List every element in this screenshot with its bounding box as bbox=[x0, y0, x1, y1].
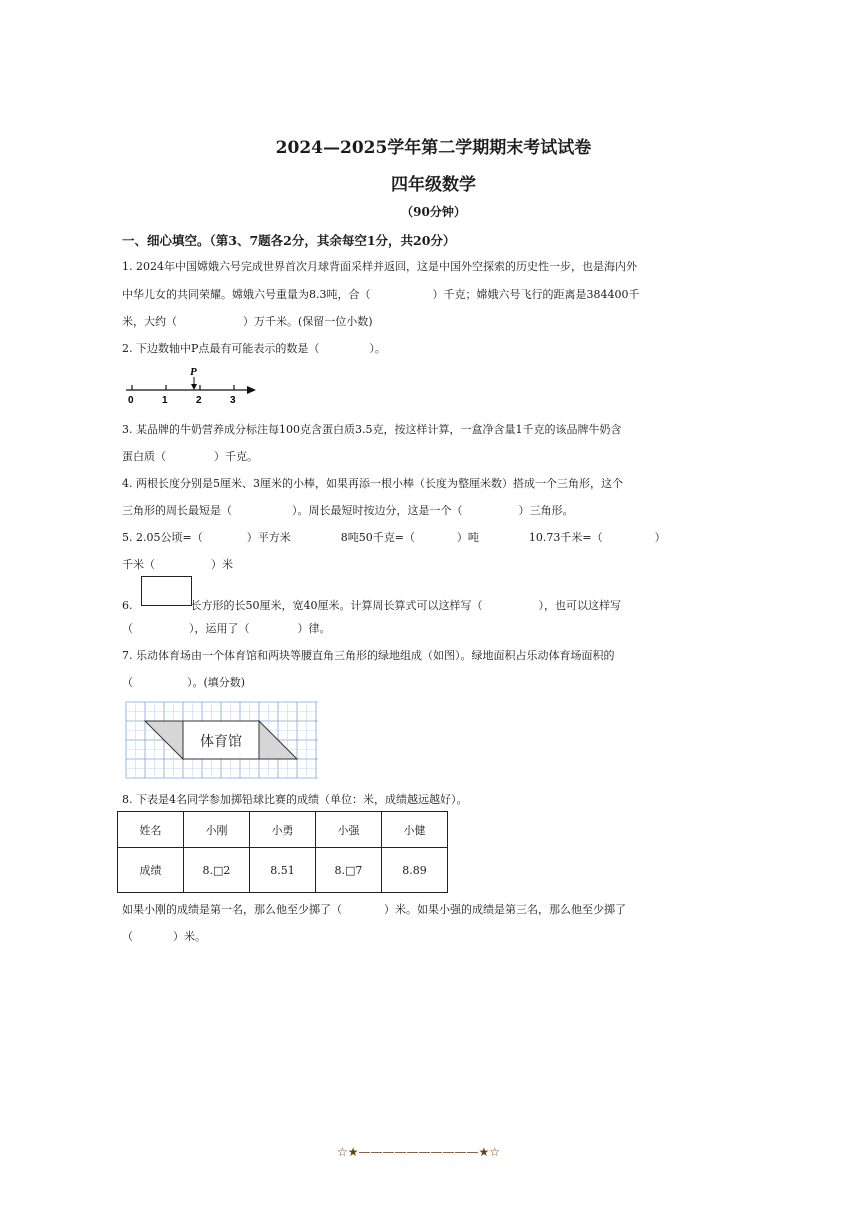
table-header-cell: 小刚 bbox=[184, 812, 250, 848]
table-header-cell: 小健 bbox=[382, 812, 448, 848]
table-row bbox=[118, 848, 448, 893]
point-p-label: P bbox=[190, 366, 197, 378]
table-header-cell: 小勇 bbox=[250, 812, 316, 848]
q8-line1: 如果小刚的成绩是第一名，那么他至少掷了（ ）米。如果小强的成绩是第三名，那么他至少掷了 bbox=[122, 903, 626, 916]
q8-intro: 8. 下表是4名同学参加掷铅球比赛的成绩（单位：米，成绩越远越好）。 bbox=[122, 793, 468, 806]
tick-label-3: 3 bbox=[230, 395, 236, 406]
q6-line1: 6. 长方形的长50厘米，宽40厘米。计算周长算式可以这样写（ ），也可以这样写 bbox=[122, 599, 621, 612]
exam-title: 2024—2025学年第二学期期末考试试卷 bbox=[275, 138, 592, 158]
q5-line1: 5. 2.05公顷=（ ）平方米 8吨50千克=（ ）吨 10.73千米=（ ） bbox=[122, 531, 666, 544]
q4-line1: 4. 两根长度分别是5厘米、3厘米的小棒，如果再添一根小棒（长度为整厘米数）搭成一个三角形，这个 bbox=[122, 477, 623, 490]
exam-subject: 四年级数学 bbox=[391, 175, 476, 195]
q7-line1: 7. 乐动体育场由一个体育馆和两块等腰直角三角形的绿地组成（如图）。绿地面积占乐动体育场面积的 bbox=[122, 649, 615, 662]
q8-line2: （ ）米。 bbox=[122, 930, 206, 943]
footer-decoration: ☆★——————————★☆ bbox=[337, 1145, 501, 1159]
q5-line2: 千米（ ）米 bbox=[122, 558, 233, 571]
table-header-cell: 姓名 bbox=[118, 812, 184, 848]
q1-line2: 中华儿女的共同荣耀。嫦娥六号重量为8.3吨，合（ ）千克；嫦娥六号飞行的距离是384400千 bbox=[122, 288, 640, 301]
table-cell: 8.□2 bbox=[184, 848, 250, 893]
q2-text: 2. 下边数轴中P点最有可能表示的数是（ ）。 bbox=[122, 342, 386, 355]
exam-duration: （90分钟） bbox=[401, 205, 466, 219]
tick-label-2: 2 bbox=[196, 395, 202, 406]
q4-line2: 三角形的周长最短是（ ）。周长最短时按边分，这是一个（ ）三角形。 bbox=[122, 504, 574, 517]
q6-line2: （ ），运用了（ ）律。 bbox=[122, 622, 331, 635]
table-cell: 8.89 bbox=[382, 848, 448, 893]
q1-line1: 1. 2024年中国嫦娥六号完成世界首次月球背面采样并返回，这是中国外空探索的历史性一步，也是海内外 bbox=[122, 260, 637, 273]
stadium-grid-figure bbox=[124, 700, 320, 780]
stadium-label: 体育馆 bbox=[200, 734, 242, 750]
table-cell: 成绩 bbox=[118, 848, 184, 893]
table-cell: 8.□7 bbox=[316, 848, 382, 893]
table-header-cell: 小强 bbox=[316, 812, 382, 848]
number-line-figure bbox=[120, 364, 265, 406]
q3-line1: 3. 某品牌的牛奶营养成分标注每100克含蛋白质3.5克，按这样计算，一盒净含量1千克的该品牌牛奶含 bbox=[122, 423, 622, 436]
table-cell: 8.51 bbox=[250, 848, 316, 893]
scores-table bbox=[117, 811, 448, 893]
q1-line3: 米，大约（ ）万千米。(保留一位小数) bbox=[122, 315, 373, 328]
tick-label-1: 1 bbox=[162, 395, 168, 406]
q7-line2: （ ）。(填分数) bbox=[122, 676, 246, 689]
section-heading: 一、细心填空。（第3、7题各2分，其余每空1分，共20分） bbox=[122, 233, 456, 248]
q3-line2: 蛋白质（ ）千克。 bbox=[122, 450, 258, 463]
table-row bbox=[118, 812, 448, 848]
tick-label-0: 0 bbox=[128, 395, 134, 406]
